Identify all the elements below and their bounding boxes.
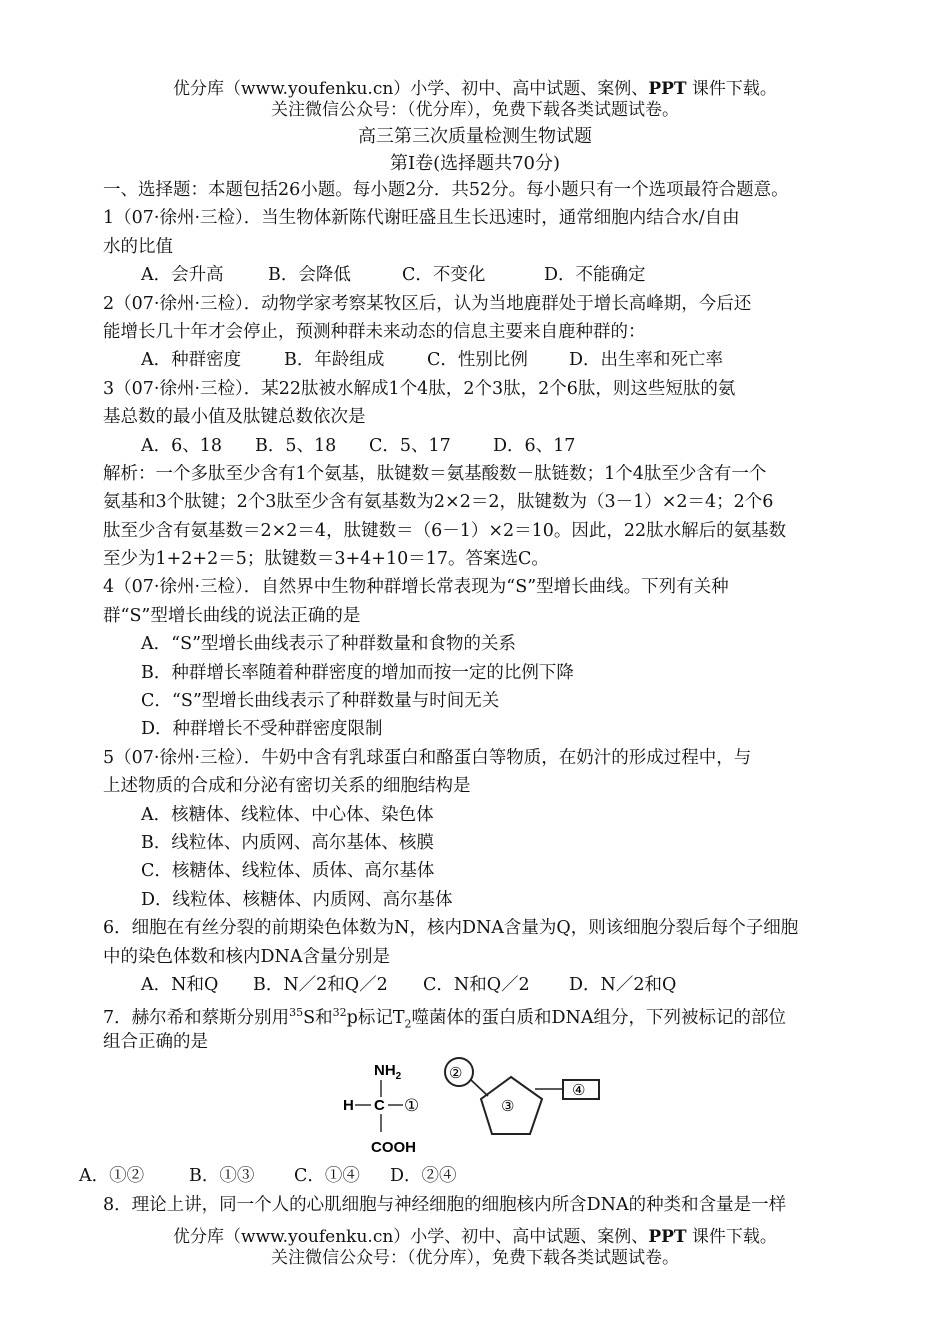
q7-diagram — [343, 1056, 723, 1162]
label-two: ② — [449, 1065, 463, 1083]
q6-option-c: C．N和Q／2 — [423, 974, 530, 995]
q1-option-b: B．会降低 — [268, 265, 351, 286]
q4-option-a: A．“S”型增长曲线表示了种群数量和食物的关系 — [141, 634, 517, 655]
q7-sup-35: 35 — [289, 1006, 304, 1020]
q1-option-c: C．不变化 — [402, 265, 486, 286]
q3-option-b: B．5、18 — [255, 435, 337, 456]
q1-option-d: D．不能确定 — [544, 265, 646, 286]
q2-option-a: A．种群密度 — [141, 350, 242, 371]
q5-option-c: C．核糖体、线粒体、质体、高尔基体 — [141, 861, 435, 882]
analysis-line-4: 至少为1+2+2＝5；肽键数＝3+4+10＝17。答案选C。 — [103, 549, 549, 570]
analysis-line-2: 氨基和3个肽键；2个3肽至少含有氨基数为2×2＝2，肽键数为（3－1）×2＝4；2个6 — [103, 492, 774, 513]
q8-line-1: 8．理论上讲，同一个人的心肌细胞与神经细胞的细胞核内所含DNA的种类和含量是一样 — [103, 1194, 787, 1215]
header-text: 优分库（www.youfenku.cn）小学、初中、高中试题、案例、 — [173, 79, 649, 99]
q1-options — [103, 261, 863, 289]
footer-line-1 — [0, 1226, 950, 1248]
header-line-2: 关注微信公众号：（优分库），免费下载各类试题试卷。 — [271, 100, 679, 120]
label-one: ① — [404, 1096, 420, 1116]
q6-line-1: 6．细胞在有丝分裂的前期染色体数为N，核内DNA含量为Q，则该细胞分裂后每个子细胞 — [103, 918, 799, 939]
q3-line-2: 基总数的最小值及肽键总数依次是 — [103, 407, 366, 428]
footer-ppt: PPT — [648, 1227, 687, 1247]
q2-option-d: D．出生率和死亡率 — [569, 350, 724, 371]
footer-line-2: 关注微信公众号：（优分库），免费下载各类试题试卷。 — [271, 1248, 679, 1268]
q5-option-d: D．线粒体、核糖体、内质网、高尔基体 — [141, 889, 453, 910]
q7-option-c: C．①④ — [294, 1166, 360, 1187]
carbon-label: C — [374, 1097, 385, 1115]
q7-line-2: 组合正确的是 — [103, 1031, 208, 1052]
amino-group-label: $NH_2$ — [374, 1062, 402, 1083]
q5-line-2: 上述物质的合成和分泌有密切关系的细胞结构是 — [103, 776, 471, 797]
section-intro: 一、选择题：本题包括26小题。每小题2分．共52分。每小题只有一个选项最符合题意。 — [103, 180, 789, 200]
q2-option-b: B．年龄组成 — [284, 350, 385, 371]
phosphate-bond — [471, 1080, 488, 1096]
q4-option-b: B．种群增长率随着种群密度的增加而按一定的比例下降 — [141, 662, 574, 683]
q7-text-b: S和 — [303, 1008, 333, 1029]
q7-text-d: 噬菌体的蛋白质和DNA组分，下列被标记的部位 — [411, 1008, 786, 1029]
q4-line-2: 群“S”型增长曲线的说法正确的是 — [103, 605, 361, 626]
question-body — [79, 176, 863, 1219]
q2-options — [103, 346, 863, 374]
q3-line-1: 3（07·徐州·三检）．某22肽被水解成1个4肽，2个3肽，2个6肽，则这些短肽的氨 — [103, 378, 736, 399]
q6-option-d: D．N／2和Q — [569, 974, 677, 995]
q2-line-1: 2（07·徐州·三检）．动物学家考察某牧区后，认为当地鹿群处于增长高峰期，今后还 — [103, 293, 752, 314]
q3-options — [103, 432, 863, 460]
label-four: ④ — [572, 1082, 586, 1100]
q1-option-a: A．会升高 — [141, 265, 224, 286]
q5-line-1: 5（07·徐州·三检）．牛奶中含有乳球蛋白和酪蛋白等物质，在奶汁的形成过程中，与 — [103, 747, 752, 768]
header-suffix: 课件下载。 — [686, 79, 777, 99]
q1-line-1: 1（07·徐州·三检）．当生物体新陈代谢旺盛且生长迅速时，通常细胞内结合水/自由 — [103, 208, 740, 229]
q6-option-b: B．N／2和Q／2 — [253, 974, 388, 995]
q7-figure — [103, 1056, 863, 1162]
q7-sup-32: 32 — [332, 1006, 347, 1020]
q6-option-a: A．N和Q — [141, 974, 219, 995]
q7-option-d: D．②④ — [390, 1166, 457, 1187]
q7-options — [79, 1162, 863, 1190]
q7-sub-2: 2 — [404, 1017, 412, 1031]
page-subtitle: 第Ⅰ卷(选择题共70分) — [389, 153, 561, 174]
header-ppt: PPT — [648, 79, 687, 99]
q6-line-2: 中的染色体数和核内DNA含量分别是 — [103, 946, 390, 967]
q5-option-b: B．线粒体、内质网、高尔基体、核膜 — [141, 832, 434, 853]
q4-line-1: 4（07·徐州·三检）．自然界中生物种群增长常表现为“S”型增长曲线。下列有关种 — [103, 577, 729, 598]
q2-line-2: 能增长几十年才会停止，预测种群未来动态的信息主要来自鹿种群的： — [103, 321, 646, 342]
q7-option-b: B．①③ — [189, 1166, 255, 1187]
q3-option-d: D．6、17 — [493, 435, 576, 456]
label-three: ③ — [501, 1098, 515, 1116]
analysis-line-1: 解析：一个多肽至少含有1个氨基，肽键数＝氨基酸数－肽链数；1个4肽至少含有一个 — [103, 463, 767, 484]
q3-option-a: A．6、18 — [141, 435, 223, 456]
q2-option-c: C．性别比例 — [427, 350, 528, 371]
q7-option-a: A．①② — [79, 1166, 145, 1187]
q1-line-2: 水的比值 — [103, 236, 173, 257]
q5-option-a: A．核糖体、线粒体、中心体、染色体 — [141, 804, 434, 825]
q4-option-d: D．种群增长不受种群密度限制 — [141, 719, 383, 740]
q3-option-c: C．5、17 — [369, 435, 451, 456]
carboxyl-label: COOH — [371, 1139, 416, 1157]
q7-line-1 — [103, 999, 863, 1031]
footer-suffix: 课件下载。 — [686, 1227, 777, 1247]
q7-text-a: 7．赫尔希和蔡斯分别用 — [103, 1008, 290, 1029]
q4-option-c: C．“S”型增长曲线表示了种群数量与时间无关 — [141, 691, 500, 712]
q6-options — [103, 971, 863, 999]
header-line-1 — [0, 78, 950, 100]
page-title: 高三第三次质量检测生物试题 — [358, 126, 592, 147]
q7-text-c: p标记T — [346, 1008, 405, 1029]
footer-text: 优分库（www.youfenku.cn）小学、初中、高中试题、案例、 — [173, 1227, 649, 1247]
analysis-line-3: 肽至少含有氨基数＝2×2＝4，肽键数＝（6－1）×2＝10。因此，22肽水解后的氨基数 — [103, 520, 787, 541]
hydrogen-label: H — [343, 1097, 354, 1115]
